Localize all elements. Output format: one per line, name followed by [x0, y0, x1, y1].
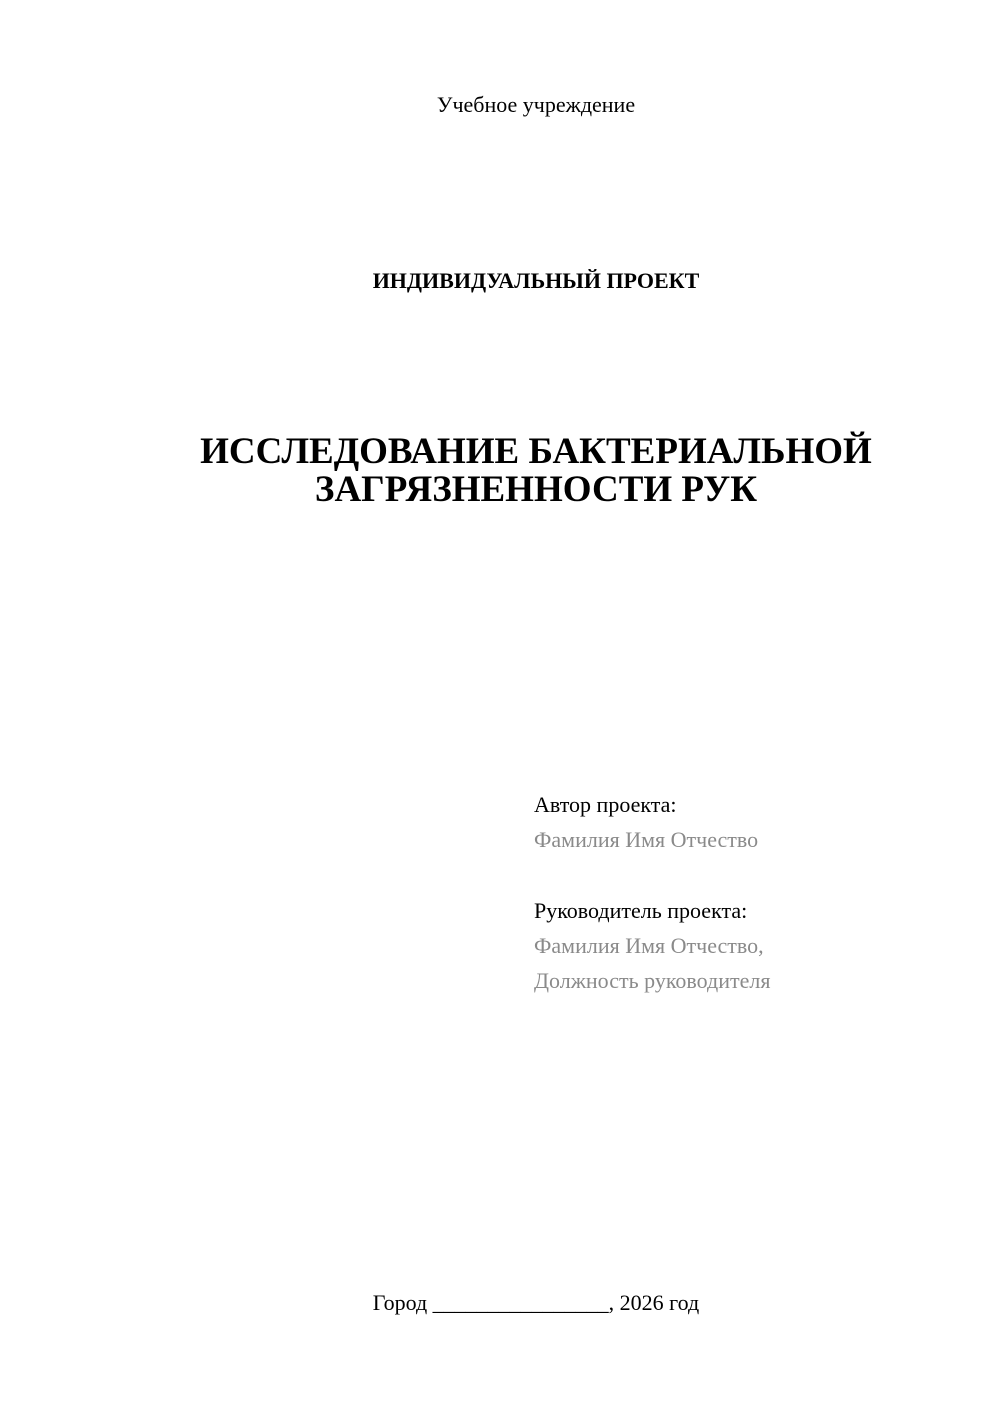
- supervisor-name: Фамилия Имя Отчество,: [534, 933, 764, 958]
- institution-name: Учебное учреждение: [436, 92, 636, 117]
- city-year-footer: Город ________________, 2026 год: [372, 1290, 700, 1315]
- author-name: Фамилия Имя Отчество: [534, 827, 759, 852]
- supervisor-label: Руководитель проекта:: [534, 898, 748, 923]
- project-type-heading: ИНДИВИДУАЛЬНЫЙ ПРОЕКТ: [372, 268, 700, 293]
- project-title: [0, 433, 1000, 509]
- credits-spacer: [534, 857, 974, 893]
- project-title-line-2: ЗАГРЯЗНЕННОСТИ РУК: [314, 469, 758, 510]
- project-title-line-1: ИССЛЕДОВАНИЕ БАКТЕРИАЛЬНОЙ: [200, 431, 872, 472]
- supervisor-position: Должность руководителя: [534, 968, 771, 993]
- author-label: Автор проекта:: [534, 792, 677, 817]
- credits-block: [534, 787, 974, 998]
